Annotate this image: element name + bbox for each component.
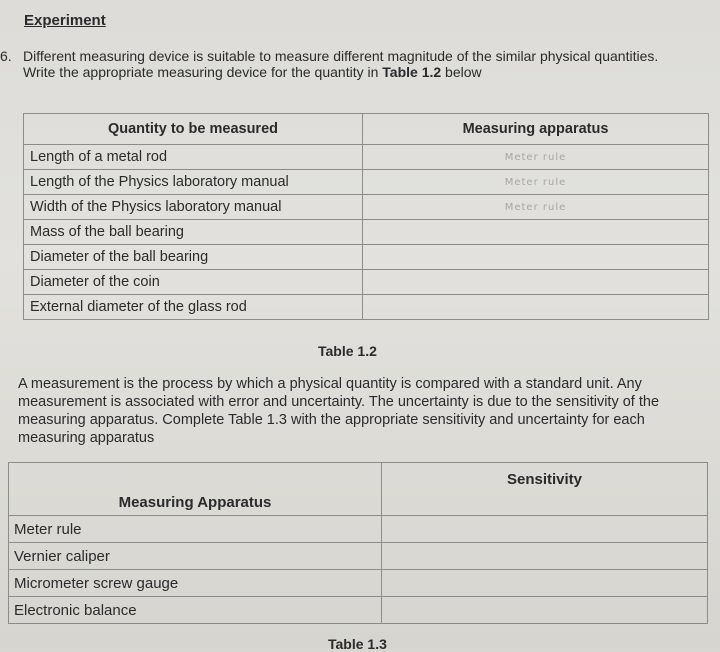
apparatus-cell: Meter rule: [9, 516, 382, 543]
table-header-row: [24, 114, 709, 145]
sensitivity-answer-cell[interactable]: [382, 570, 708, 597]
question-number: 6.: [0, 48, 12, 64]
header-quantity: Quantity to be measured: [24, 114, 363, 145]
apparatus-answer-cell[interactable]: Meter rule: [363, 195, 709, 220]
table-row: [24, 195, 709, 220]
apparatus-answer-cell[interactable]: Meter rule: [363, 145, 709, 170]
apparatus-cell: Micrometer screw gauge: [9, 570, 382, 597]
question-text-before: Different measuring device is suitable to measure different magnitude of the similar physical quantities. Write the appropriate measuring device for the quantity in: [23, 48, 659, 80]
quantity-cell: Width of the Physics laboratory manual: [24, 195, 363, 220]
sensitivity-answer-cell[interactable]: [382, 543, 708, 570]
table-row: [9, 543, 708, 570]
table-row: [24, 145, 709, 170]
question-table-ref: Table 1.2: [382, 64, 442, 80]
quantity-cell: Diameter of the coin: [24, 270, 363, 295]
table-header-row: [9, 463, 708, 516]
table-1-2: [23, 113, 709, 320]
table-1-3: [8, 462, 708, 624]
section-title: Experiment: [24, 12, 106, 29]
header-measuring-apparatus: Measuring Apparatus: [9, 463, 382, 516]
table-1-3-caption: Table 1.3: [328, 636, 387, 652]
header-apparatus: Measuring apparatus: [363, 114, 709, 145]
table-row: [24, 245, 709, 270]
question-text: [23, 48, 663, 80]
measurement-paragraph: A measurement is the process by which a physical quantity is compared with a standard unit. Any measurement is associated with error and uncertainty. The uncertainty is due to the sensitivity of the measuring apparatus. Complete Table 1.3 with the appropriate sensitivity and uncertainty for each measuring apparatus: [18, 376, 660, 446]
table-row: [24, 295, 709, 320]
table-row: [9, 516, 708, 543]
header-sensitivity: Sensitivity: [382, 463, 708, 516]
apparatus-answer-cell[interactable]: Meter rule: [363, 170, 709, 195]
table-1-2-caption: Table 1.2: [318, 343, 377, 359]
apparatus-cell: Electronic balance: [9, 597, 382, 624]
apparatus-cell: Vernier caliper: [9, 543, 382, 570]
question-text-after: below: [441, 64, 482, 80]
table-row: [24, 270, 709, 295]
sensitivity-answer-cell[interactable]: [382, 516, 708, 543]
table-row: [24, 170, 709, 195]
apparatus-answer-cell[interactable]: [363, 295, 709, 320]
apparatus-answer-cell[interactable]: [363, 245, 709, 270]
quantity-cell: Mass of the ball bearing: [24, 220, 363, 245]
quantity-cell: External diameter of the glass rod: [24, 295, 363, 320]
quantity-cell: Length of a metal rod: [24, 145, 363, 170]
quantity-cell: Length of the Physics laboratory manual: [24, 170, 363, 195]
table-row: [9, 570, 708, 597]
table-row: [24, 220, 709, 245]
apparatus-answer-cell[interactable]: [363, 270, 709, 295]
sensitivity-answer-cell[interactable]: [382, 597, 708, 624]
table-row: [9, 597, 708, 624]
apparatus-answer-cell[interactable]: [363, 220, 709, 245]
quantity-cell: Diameter of the ball bearing: [24, 245, 363, 270]
